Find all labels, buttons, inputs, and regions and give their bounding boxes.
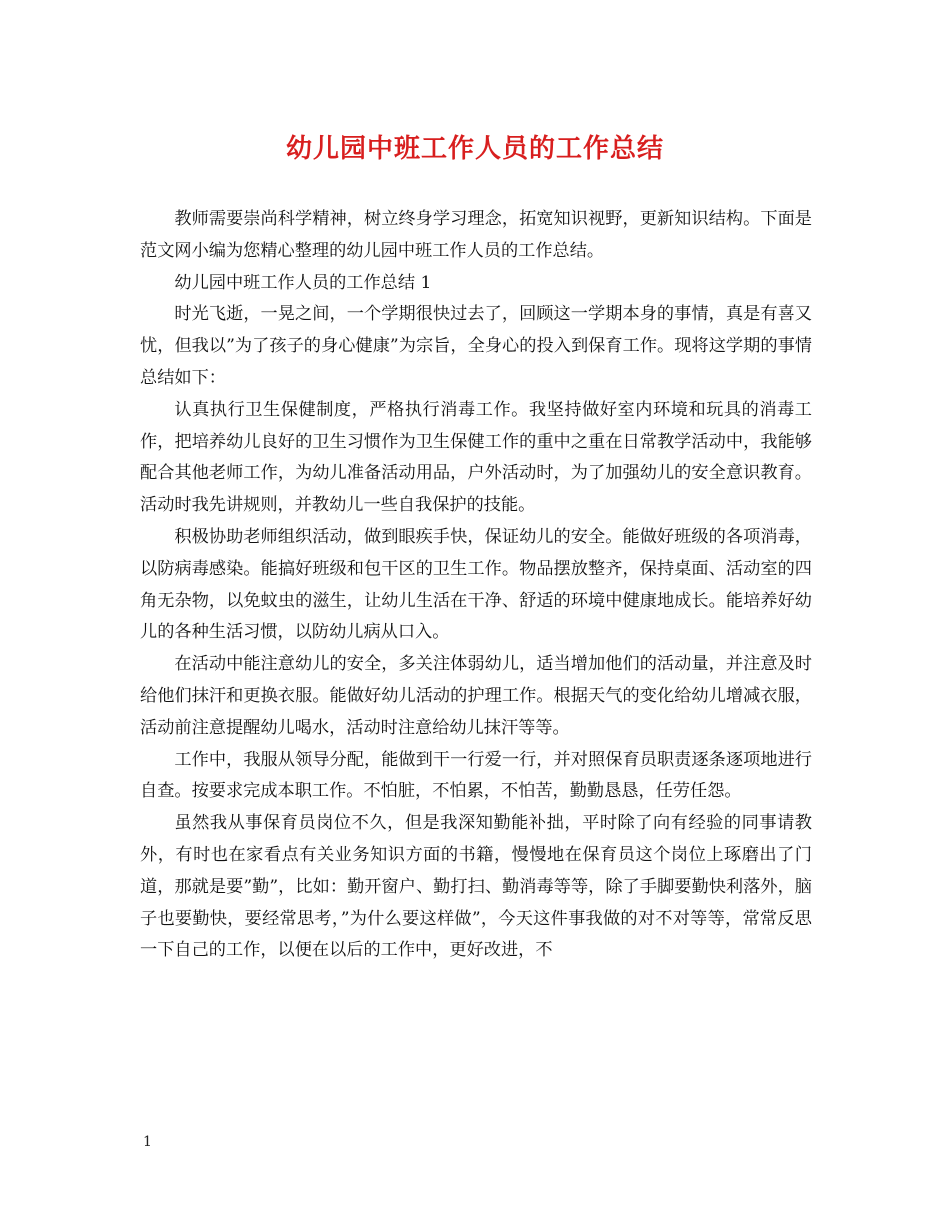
paragraph-assist: 积极协助老师组织活动，做到眼疾手快，保证幼儿的安全。能做好班级的各项消毒，以防病毒感染。能搞好班级和包干区的卫生工作。物品摆放整齐，保持桌面、活动室的四角无杂物，以免蚊虫的滋生，让幼儿生活在干净、舒适的环境中健康地成长。能培养好幼儿的各种生活习惯，以防幼儿病从口入。 [140,526,812,643]
paragraph-safety: 在活动中能注意幼儿的安全，多关注体弱幼儿，适当增加他们的活动量，并注意及时给他们抹汗和更换衣服。能做好幼儿活动的护理工作。根据天气的变化给幼儿增减衣服，活动前注意提醒幼儿喝水，活动时注意给幼儿抹汗等等。 [140,654,812,738]
paragraph-overview: 时光飞逝，一晃之间，一个学期很快过去了，回顾这一学期本身的事情，真是有喜又忧，但我以”为了孩子的身心健康”为宗旨，全身心的投入到保育工作。现将这学期的事情总结如下： [140,304,812,388]
paragraph-intro: 教师需要崇尚科学精神，树立终身学习理念，拓宽知识视野，更新知识结构。下面是范文网小编为您精心整理的幼儿园中班工作人员的工作总结。 [140,209,812,261]
document-title: 幼儿园中班工作人员的工作总结 [285,134,664,164]
page-number: 1 [143,1134,152,1150]
paragraph-diligence: 虽然我从事保育员岗位不久，但是我深知勤能补拙，平时除了向有经验的同事请教外，有时也在家看点有关业务知识方面的书籍，慢慢地在保育员这个岗位上琢磨出了门道，那就是要”勤”，比如：勤开窗户、勤打扫、勤消毒等等，除了手脚要勤快利落外，脑子也要勤快，要经常思考，”为什么要这样做”，今天这件事我做的对不对等等，常常反思一下自己的工作，以便在以后的工作中，更好改进，不 [140,813,812,961]
paragraph-duty: 工作中，我服从领导分配，能做到干一行爱一行，并对照保育员职责逐条逐项地进行自查。按要求完成本职工作。不怕脏，不怕累，不怕苦，勤勤恳恳，任劳任怨。 [140,749,812,802]
section-heading: 幼儿园中班工作人员的工作总结 1 [174,272,432,293]
paragraph-hygiene: 认真执行卫生保健制度，严格执行消毒工作。我坚持做好室内环境和玩具的消毒工作，把培养幼儿良好的卫生习惯作为卫生保健工作的重中之重在日常教学活动中，我能够配合其他老师工作，为幼儿准备活动用品，户外活动时，为了加强幼儿的安全意识教育。活动时我先讲规则，并教幼儿一些自我保护的技能。 [140,399,812,516]
document-body [140,204,812,967]
